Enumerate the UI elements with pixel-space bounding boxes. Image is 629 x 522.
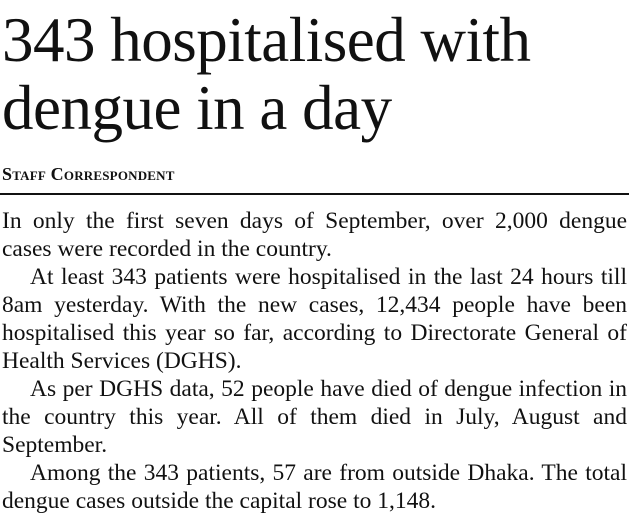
article-paragraph: In only the first seven days of September, over 2,000 dengue cases were recorded in the country. — [2, 208, 627, 262]
article-headline: 343 hospitalised with dengue in a day — [2, 5, 531, 143]
article-byline: Staff Correspondent — [2, 164, 175, 184]
article-paragraph: Among the 343 patients, 57 are from outside Dhaka. The total dengue cases outside the capital rose to 1,148. — [2, 460, 627, 514]
byline-divider — [0, 193, 629, 195]
article-paragraph: As per DGHS data, 52 people have died of dengue infection in the country this year. All of them died in July, August and September. — [2, 376, 627, 458]
article-body — [2, 207, 627, 515]
article-paragraph: At least 343 patients were hospitalised in the last 24 hours till 8am yesterday. With the new cases, 12,434 people have been hospitalised this year so far, according to Directorate General of Health Services (DGHS). — [2, 264, 627, 374]
